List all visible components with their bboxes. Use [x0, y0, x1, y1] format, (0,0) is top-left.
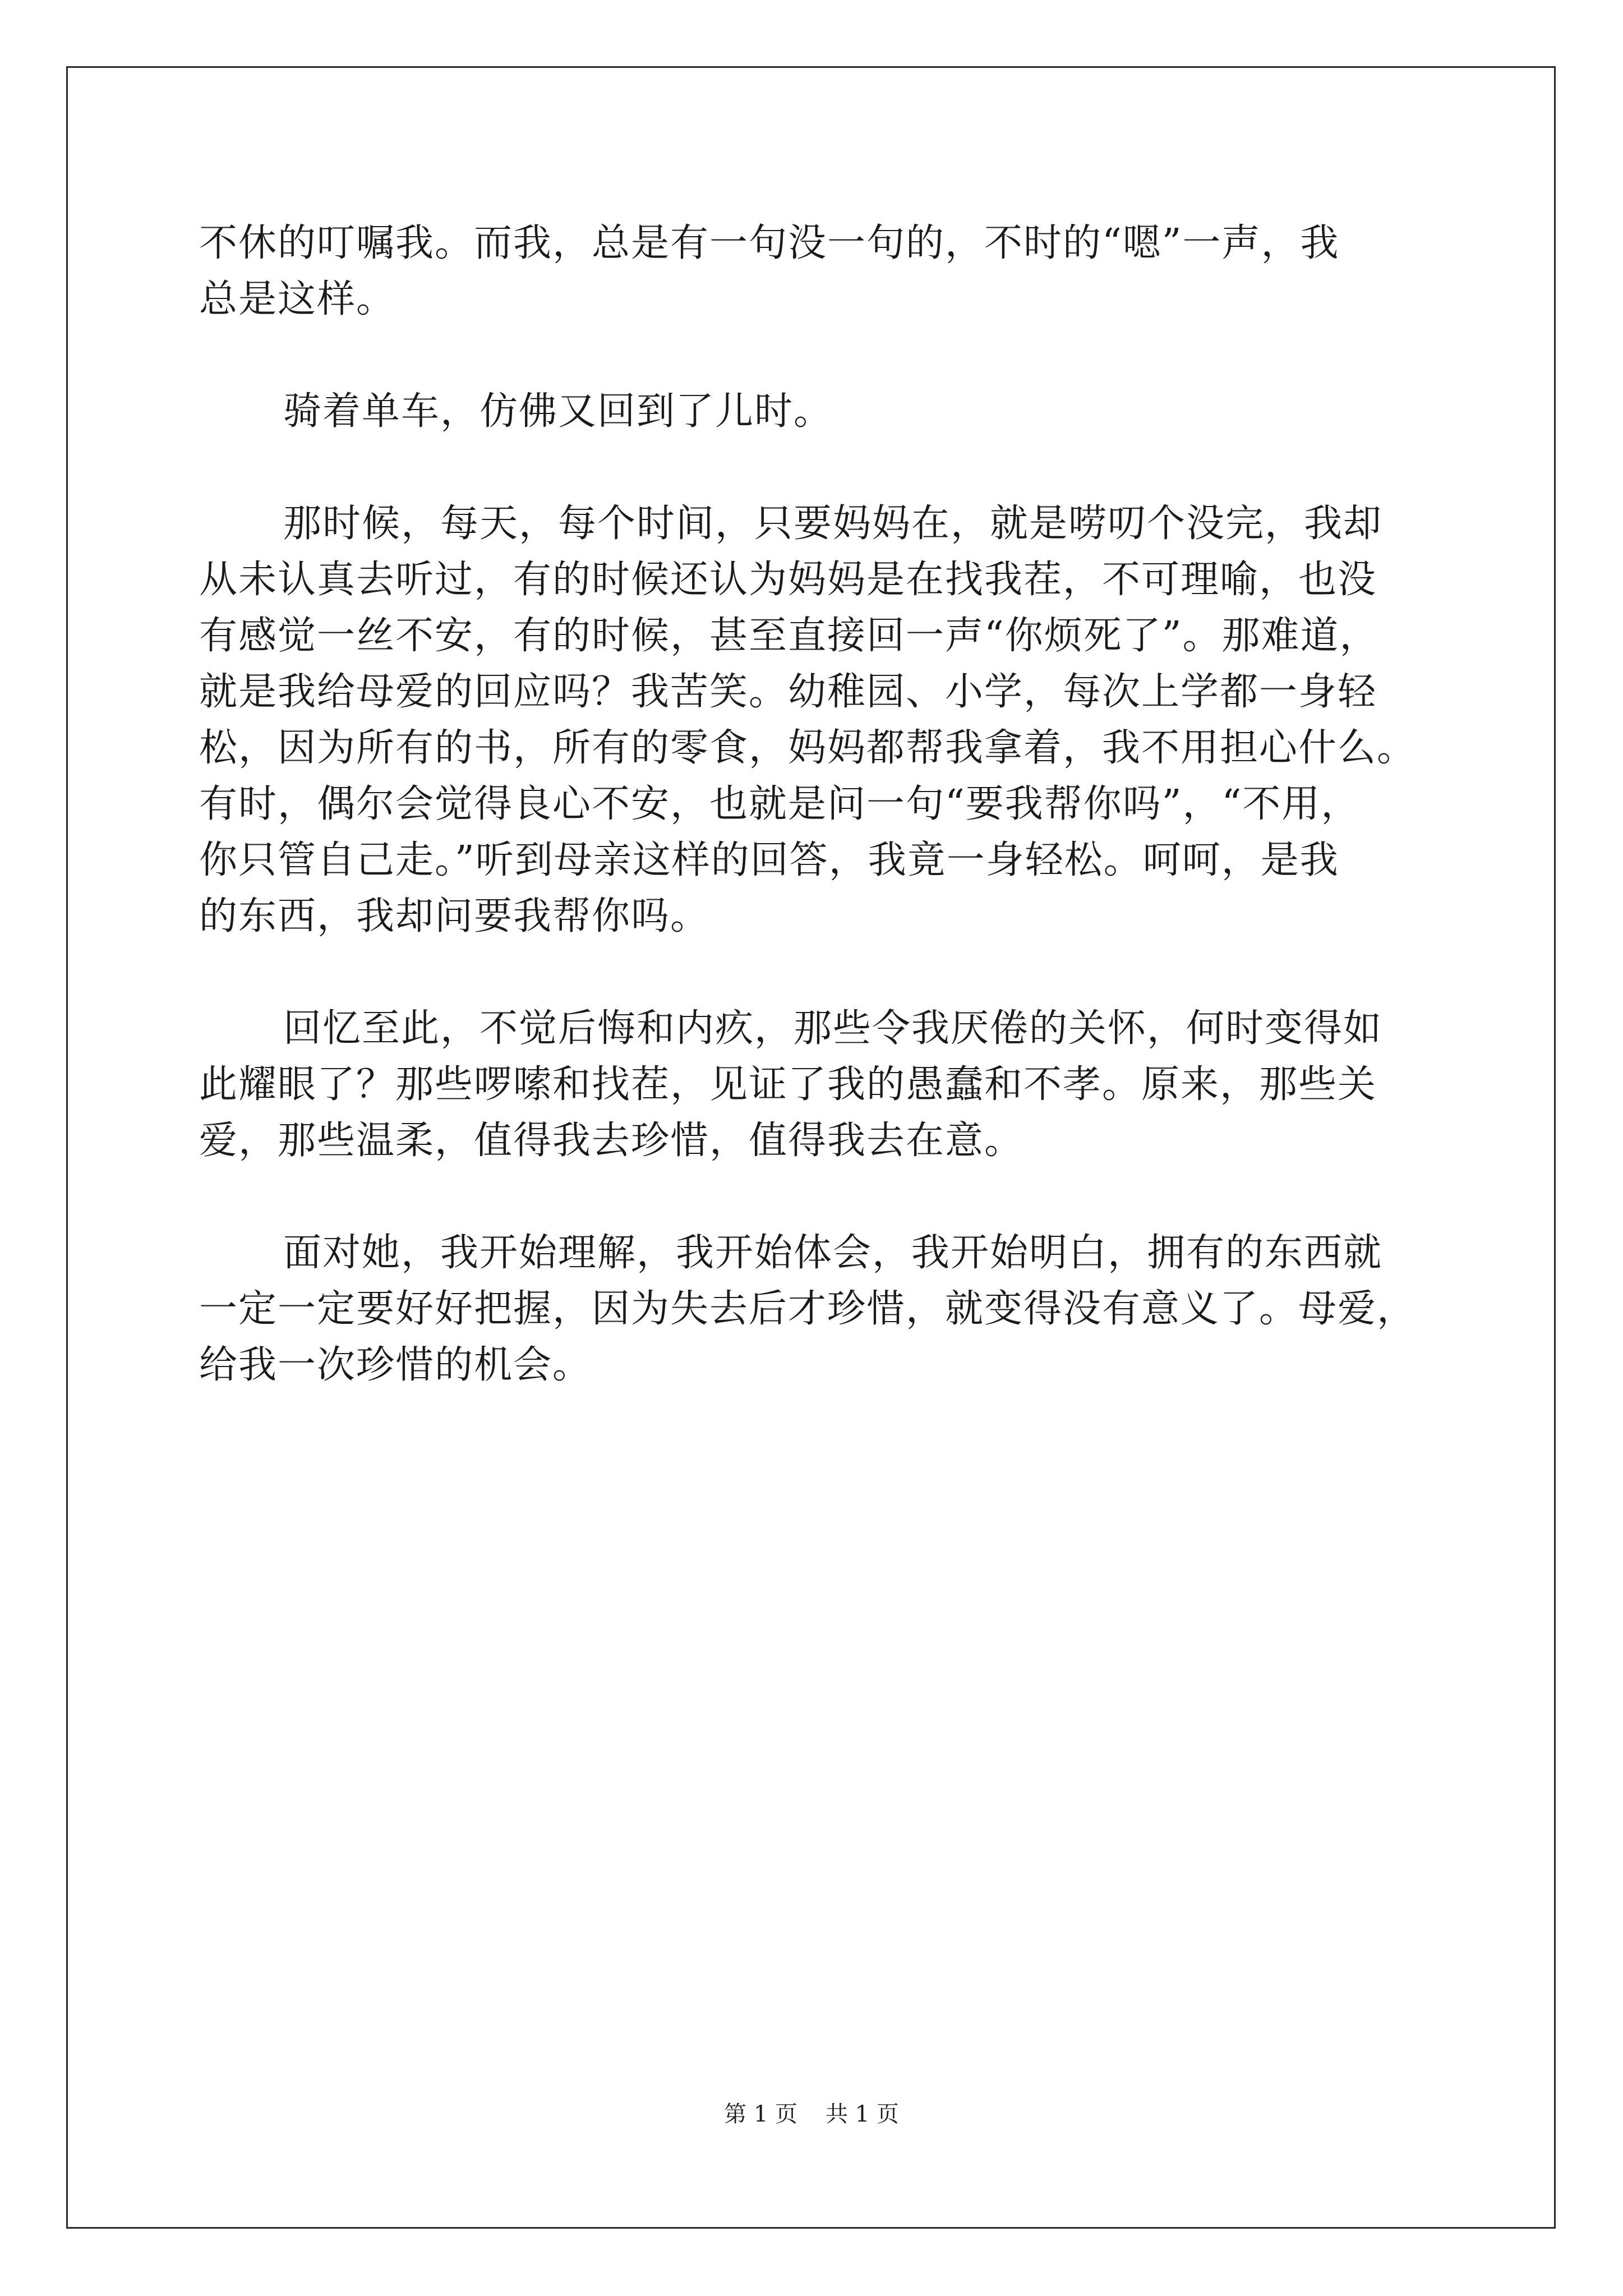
paragraph-2-line-1: 骑着单车，仿佛又回到了儿时。 — [283, 389, 833, 434]
document-body — [199, 215, 1433, 1393]
paragraph-spacer — [199, 328, 1433, 384]
paragraph-1-line-2: 总是这样。 — [199, 277, 396, 321]
page-number: 第 1 页 — [724, 2101, 797, 2127]
paragraph-3-line-8: 的东西，我却问要我帮你吗。 — [199, 894, 710, 938]
paragraph-4-line-1: 回忆至此，不觉后悔和内疚，那些令我厌倦的关怀，何时变得如 — [283, 1006, 1383, 1051]
paragraph-spacer — [199, 440, 1433, 496]
paragraph-3-line-1: 那时候，每天，每个时间，只要妈妈在，就是唠叨个没完，我却 — [283, 501, 1383, 546]
paragraph-5-line-2: 一定一定要好好把握，因为失去后才珍惜，就变得没有意义了。母爱， — [199, 1287, 1417, 1331]
paragraph-3-line-5: 松，因为所有的书，所有的零食，妈妈都帮我拿着，我不用担心什么。 — [199, 726, 1417, 770]
paragraph-3-line-6: 有时，偶尔会觉得良心不安，也就是问一句“要我帮你吗”，“不用， — [199, 782, 1361, 826]
page-total: 共 1 页 — [826, 2101, 899, 2127]
paragraph-3-line-7: 你只管自己走。”听到母亲这样的回答，我竟一身轻松。呵呵，是我 — [199, 838, 1339, 882]
paragraph-3-line-3: 有感觉一丝不安，有的时候，甚至直接回一声“你烦死了”。那难道， — [199, 614, 1379, 658]
paragraph-1-line-1: 不休的叮嘱我。而我，总是有一句没一句的，不时的“嗯”一声，我 — [199, 221, 1340, 265]
paragraph-5-line-1: 面对她，我开始理解，我开始体会，我开始明白，拥有的东西就 — [283, 1231, 1383, 1275]
paragraph-spacer — [199, 945, 1433, 1001]
paragraph-4-line-2: 此耀眼了？那些啰嗦和找茬，见证了我的愚蠢和不孝。原来，那些关 — [199, 1062, 1377, 1107]
paragraph-spacer — [199, 1169, 1433, 1225]
page-footer — [0, 2100, 1623, 2128]
paragraph-5-line-3: 给我一次珍惜的机会。 — [199, 1343, 592, 1387]
paragraph-4-line-3: 爱，那些温柔，值得我去珍惜，值得我去在意。 — [199, 1119, 1024, 1163]
paragraph-3-line-2: 从未认真去听过，有的时候还认为妈妈是在找我茬，不可理喻，也没 — [199, 558, 1377, 602]
paragraph-3-line-4: 就是我给母爱的回应吗？我苦笑。幼稚园、小学，每次上学都一身轻 — [199, 670, 1377, 714]
